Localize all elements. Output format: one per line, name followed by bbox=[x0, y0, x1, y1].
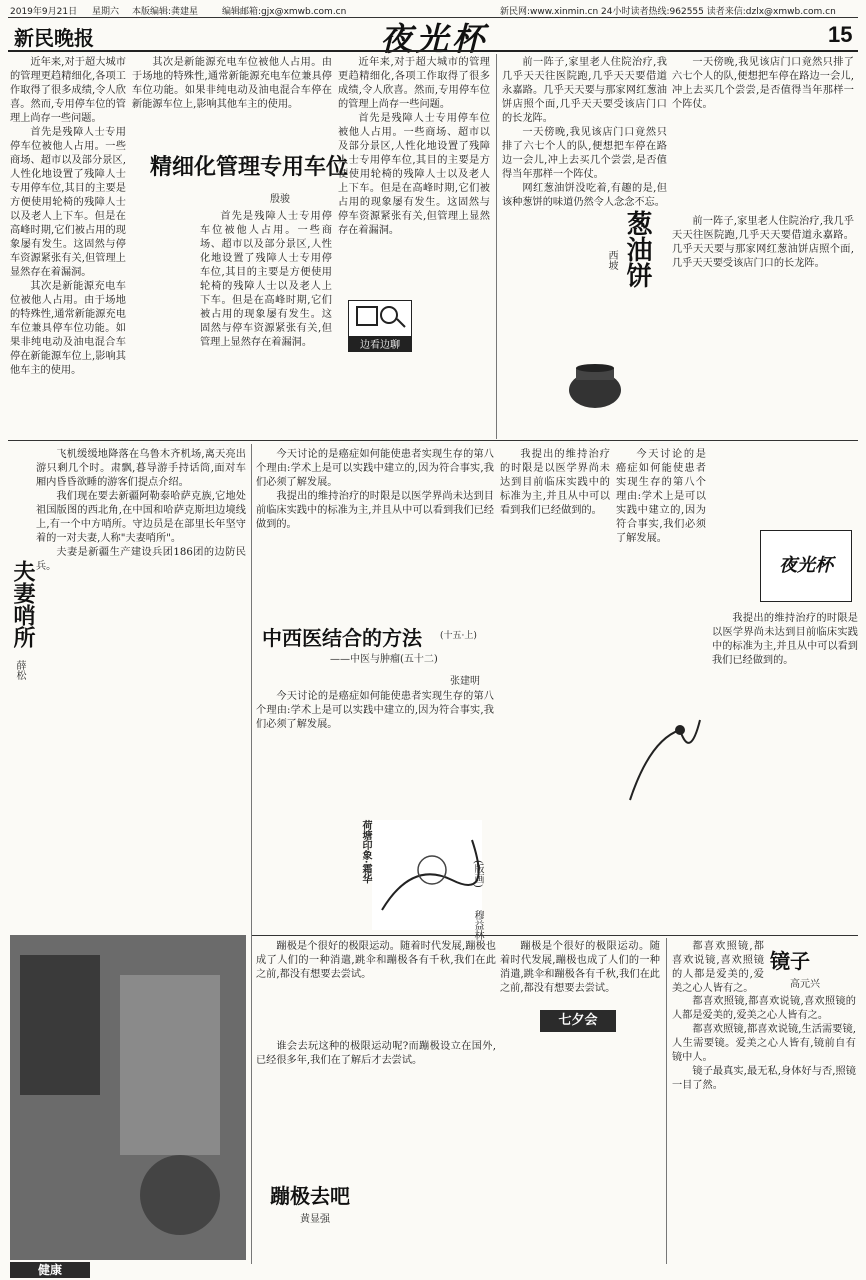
parking-article-col3 bbox=[200, 210, 332, 430]
health-section-tag: 健康 bbox=[10, 1262, 90, 1278]
lotus-print bbox=[372, 820, 482, 930]
site-info: 新民网:www.xinmin.cn 24小时读者热线:962555 读者来信:dzlx@xmwb.com.cn bbox=[500, 7, 836, 17]
bungee-right-text: 蹦极是个很好的极限运动。随着时代发展,蹦极也成了人们的一种消遣,跳伞和蹦极各有千秋,我们在此之前,都没有想要去尝试。 bbox=[500, 941, 660, 994]
medicine-article-right1 bbox=[500, 448, 610, 930]
couple-para-3: 夫妻是新疆生产建设兵团186团的边防民兵。 bbox=[36, 547, 246, 572]
parking-col2-text: 其次是新能源充电车位被他人占用。由于场地的特殊性,通常新能源充电车位兼具停车位功能。如果非纯电动及油电混合车停在新能源车位上,影响其他车主的使用。 bbox=[132, 57, 332, 110]
badge-label: 边看边聊 bbox=[349, 336, 411, 351]
section-masthead: 夜光杯 bbox=[380, 20, 489, 58]
badge-box bbox=[348, 300, 412, 352]
parking-para-1: 近年来,对于超大城市的管理更趋精细化,各项工作取得了很多成绩,令人欣喜。然而,专用停车位的管理上尚存一些问题。 bbox=[10, 57, 126, 124]
couple-title: 夫妻哨所 bbox=[10, 560, 36, 648]
bungee-article-right bbox=[500, 940, 660, 1260]
bungee-title: 蹦极去吧 bbox=[270, 1184, 350, 1208]
mirror-para-2: 都喜欢照镜,都喜欢说镜,生活需要镜,人生需要镜。爱美之心人皆有,镜前自有镜中人。 bbox=[672, 1024, 856, 1063]
page-number: 15 bbox=[828, 22, 853, 47]
medicine-right3-text: 我提出的维持治疗的时限是以医学界尚未达到目前临床实践中的标准为主,并且从中可以看到我们已经做到的。 bbox=[712, 613, 858, 666]
issue-weekday: 星期六 bbox=[92, 7, 120, 17]
scallion-author: 西坡 bbox=[606, 250, 617, 270]
medicine-article-top bbox=[256, 448, 494, 603]
yeguangbei-logo bbox=[760, 530, 852, 602]
scallion-article-col3 bbox=[672, 215, 854, 435]
scallion-col2-text: 一天傍晚,我见该店门口竟然只排了六七个人的队,便想把车停在路边一会儿,冲上去买几个尝尝,是否值得当年那样一个阵仗。 bbox=[672, 57, 854, 110]
parking-para-3: 其次是新能源充电车位被他人占用。由于场地的特殊性,通常新能源充电车位兼具停车位功能。如果非纯电动及油电混合车停在新能源车位上,影响其他车主的使用。 bbox=[10, 281, 126, 376]
pot-illustration bbox=[560, 360, 630, 420]
medicine-mid-text: 今天讨论的是癌症如何能使患者实现生存的第八个理由:学术上是可以实践中建立的,因为符合事实,我们必须了解发展。 bbox=[256, 691, 494, 730]
parking-article-col4 bbox=[338, 56, 490, 431]
qixihui-tag: 七夕会 bbox=[540, 1010, 616, 1032]
couple-author: 薛松 bbox=[14, 660, 25, 680]
medicine-right1-text: 我提出的维持治疗的时限是以医学界尚未达到目前临床实践中的标准为主,并且从中可以看到我们已经做到的。 bbox=[500, 449, 610, 516]
scallion-title: 葱油饼 bbox=[622, 210, 652, 288]
parking-col4-text-a: 近年来,对于超大城市的管理更趋精细化,各项工作取得了很多成绩,令人欣喜。然而,专用停车位的管理上尚存一些问题。 bbox=[338, 57, 490, 110]
mirror-lead-text: 都喜欢照镜,都喜欢说镜,喜欢照镜的人都是爱美的,爱美之心人皆有之。 bbox=[672, 941, 764, 992]
medicine-author: 张建明 bbox=[450, 676, 480, 687]
scallion-para-1: 前一阵子,家里老人住院治疗,我几乎天天往医院跑,几乎天天要借道永嘉路。几乎天天要与那家网红葱油饼店照个面,几乎天天要受该店门口的长龙阵。 bbox=[502, 57, 667, 124]
medicine-title-suffix: (十五·上) bbox=[440, 631, 477, 641]
artwork-artist: 穆益林 bbox=[472, 910, 483, 940]
issue-date: 2019年9月21日 bbox=[10, 7, 78, 17]
scallion-article-col2 bbox=[672, 56, 854, 211]
parking-para-2: 首先是残障人士专用停车位被他人占用。一些商场、超市以及部分景区,人性化地设置了残障人士专用停车位,其目的主要是方便使用轮椅的残障人士以及老人上下车。但是在高峰时期,它们被占用的现象屡有发生。这固然与停车资源紧张有关,但管理上显然存在着漏洞。 bbox=[10, 127, 126, 278]
crane-illustration bbox=[620, 700, 710, 820]
mirror-author: 高元兴 bbox=[790, 979, 820, 990]
parking-col3-text: 首先是残障人士专用停车位被他人占用。一些商场、超市以及部分景区,人性化地设置了残障人士专用停车位,其目的主要是方便使用轮椅的残障人士以及老人上下车。但是在高峰时期,它们被占用的现象屡有发生。这固然与停车资源紧张有关,但管理上显然存在着漏洞。 bbox=[200, 211, 332, 348]
medicine-right2-text: 今天讨论的是癌症如何能使患者实现生存的第八个理由:学术上是可以实践中建立的,因为符合事实,我们必须了解发展。 bbox=[616, 449, 706, 544]
medicine-para-2: 我提出的维持治疗的时限是以医学界尚未达到目前临床实践中的标准为主,并且从中可以看到我们已经做到的。 bbox=[256, 491, 494, 530]
medicine-title: 中西医结合的方法 bbox=[262, 626, 422, 650]
parking-title: 精细化管理专用车位 bbox=[150, 154, 349, 180]
couple-article-col1 bbox=[36, 448, 246, 926]
parking-col4-text-b: 首先是残障人士专用停车位被他人占用。一些商场、超市以及部分景区,人性化地设置了残障人士专用停车位,其目的主要是方便使用轮椅的残障人士以及老人上下车。但是在高峰时期,它们被占用的现象屡有发生。这固然与停车资源紧张有关,但管理上显然存在着漏洞。 bbox=[338, 113, 490, 236]
couple-artwork bbox=[10, 935, 246, 1260]
mirror-article bbox=[672, 995, 856, 1260]
parking-article-col2 bbox=[132, 56, 332, 136]
bungee-article-top bbox=[256, 940, 496, 1030]
bungee-author: 黄显强 bbox=[300, 1214, 330, 1225]
mirror-article-lead bbox=[672, 940, 764, 992]
medicine-para-1: 今天讨论的是癌症如何能使患者实现生存的第八个理由:学术上是可以实践中建立的,因为符合事实,我们必须了解发展。 bbox=[256, 449, 494, 488]
mirror-para-3: 镜子最真实,最无私,身体好与否,照镜一目了然。 bbox=[672, 1066, 856, 1091]
couple-para-1: 飞机缓缓地降落在乌鲁木齐机场,离天亮出游只剩几个时。肃飘,暮导游手持话筒,面对车厢内昏昏欲睡的游客们提点介绍。 bbox=[36, 449, 246, 488]
badge-illustration bbox=[349, 301, 409, 331]
parking-author: 殷骏 bbox=[270, 194, 290, 205]
bungee-para-2: 谁会去玩这种的极限运动呢?而蹦极设立在国外,已经很多年,我们在了解后才去尝试。 bbox=[256, 1041, 496, 1066]
parking-article-col1 bbox=[10, 56, 126, 431]
medicine-subtitle: ——中医与肿瘤(五十二) bbox=[330, 654, 438, 665]
scallion-para-3: 网红葱油饼没吃着,有趣的是,但该种葱饼的味道仍然令人念念不忘。 bbox=[502, 183, 667, 208]
mirror-para-1: 都喜欢照镜,都喜欢说镜,喜欢照镜的人都是爱美的,爱美之心人皆有之。 bbox=[672, 996, 856, 1021]
scallion-col3-text: 前一阵子,家里老人住院治疗,我几乎天天往医院跑,几乎天天要借道永嘉路。几乎天天要与那家网红葱油饼店照个面,几乎天天要受该店门口的长龙阵。 bbox=[672, 216, 854, 269]
mirror-title: 镜子 bbox=[770, 949, 810, 973]
bungee-para-1: 蹦极是个很好的极限运动。随着时代发展,蹦极也成了人们的一种消遣,跳伞和蹦极各有千秋,我们在此之前,都没有想要去尝试。 bbox=[256, 941, 496, 980]
medicine-article-right3 bbox=[712, 612, 858, 932]
medicine-article-right2 bbox=[616, 448, 706, 688]
bungee-article-mid bbox=[256, 1040, 496, 1175]
paper-name: 新民晚报 bbox=[14, 26, 94, 50]
scallion-para-2: 一天傍晚,我见该店门口竟然只排了六七个人的队,便想把车停在路边一会儿,冲上去买几个尝尝,是否值得当年那样一个阵仗。 bbox=[502, 127, 667, 180]
logo-text: 夜光杯 bbox=[779, 555, 833, 576]
editor-email: 编辑邮箱:gjx@xmwb.com.cn bbox=[222, 7, 347, 17]
couple-para-2: 我们现在要去新疆阿勒泰哈萨克族,它地处祖国版图的西北角,在中国和哈萨克斯坦边境线上,有一个中方哨所。守边员是在部里长年坚守着的一对夫妻,人称"夫妻哨所"。 bbox=[36, 491, 246, 544]
artwork-medium: (版画) bbox=[472, 860, 483, 888]
editor-name: 本版编辑:龚建星 bbox=[132, 7, 199, 17]
artwork-caption: 荷塘印象·霜华 bbox=[360, 820, 371, 884]
